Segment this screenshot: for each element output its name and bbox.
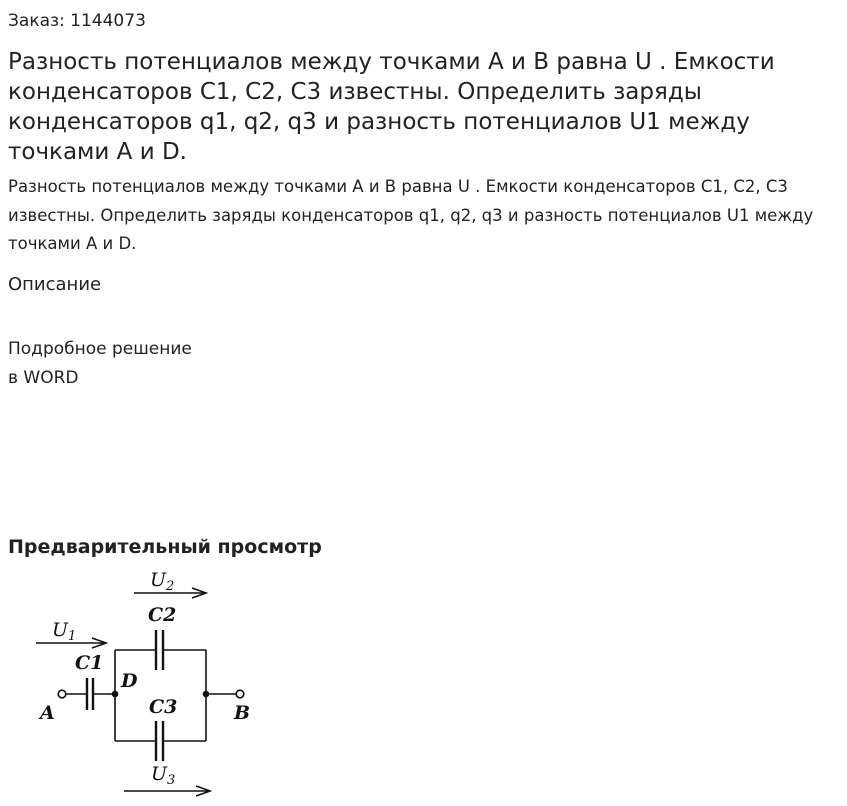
c1-label: C1 xyxy=(75,652,104,674)
problem-description: Разность потенциалов между точками A и B равна U . Емкости конденсаторов C1, C2, C3 известны. Определить заряды конденсаторов q1, q2, q3 и разность потенциалов U1 между точками A и D. xyxy=(8,177,814,253)
preview-heading: Предварительный просмотр xyxy=(8,536,322,558)
solution-line: Подробное решение xyxy=(8,339,192,359)
point-d-label: D xyxy=(121,670,138,692)
u2-label: $U_2$ xyxy=(150,569,175,594)
circuit-diagram xyxy=(30,562,270,798)
node-d-dot xyxy=(112,691,119,698)
u1-label: $U_1$ xyxy=(52,619,77,644)
capacitor-c2 xyxy=(156,630,163,670)
point-a-label: A xyxy=(40,702,55,724)
terminal-b xyxy=(236,690,244,698)
c3-label: C3 xyxy=(149,696,178,718)
u3-label: $U_3$ xyxy=(151,763,176,788)
node-b-dot xyxy=(203,691,210,698)
capacitor-c1 xyxy=(87,678,93,710)
problem-title: Разность потенциалов между точками A и B равна U . Емкости конденсаторов C1, C2, C3 известны. Определить заряды конденсаторов q1, q2, q3 и разность потенциалов U1 между точками A и D. xyxy=(8,49,775,165)
terminal-a xyxy=(58,690,66,698)
point-b-label: B xyxy=(234,702,251,724)
solution-format: в WORD xyxy=(8,368,79,388)
solution-info xyxy=(8,335,192,393)
order-number: Заказ: 1144073 xyxy=(8,11,146,31)
capacitor-c3 xyxy=(156,721,163,761)
description-heading: Описание xyxy=(8,274,102,295)
c2-label: C2 xyxy=(148,604,177,626)
